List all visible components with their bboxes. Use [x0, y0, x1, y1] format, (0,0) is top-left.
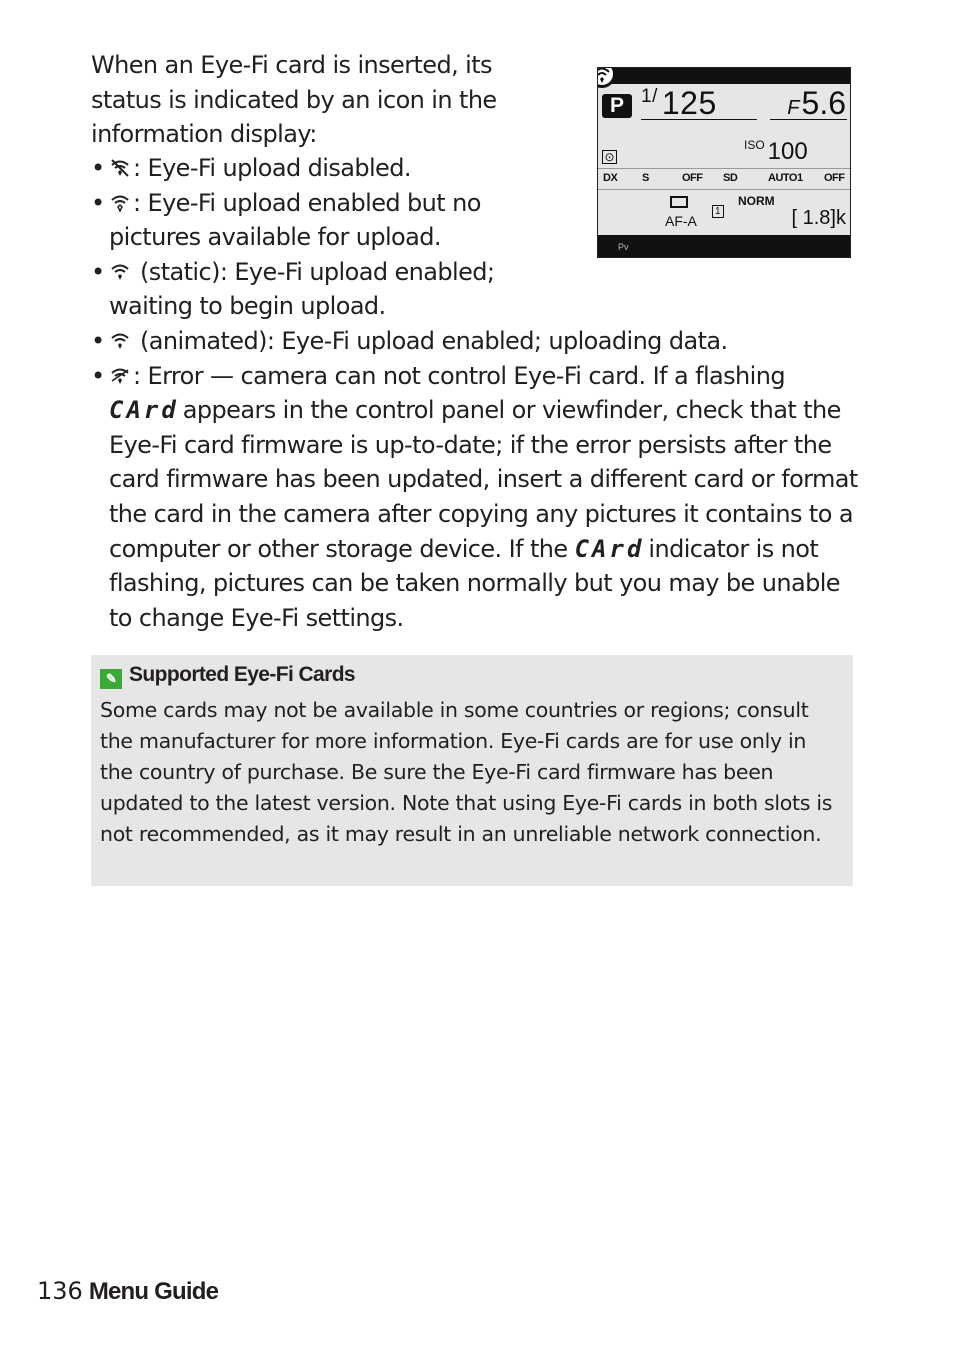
image-area-label: DX	[603, 172, 618, 184]
list-item: • (animated): Eye-Fi upload enabled; uploading data.	[91, 324, 861, 359]
card-indicator: CArd	[574, 534, 645, 563]
wifi-static-icon	[109, 262, 131, 282]
aperture-underline	[770, 119, 847, 120]
white-balance-label: AUTO1	[768, 172, 803, 184]
release-mode-label: S	[642, 172, 649, 184]
status-icon-list	[91, 151, 861, 635]
note-box	[91, 655, 853, 886]
af-mode: AF-A	[665, 213, 697, 229]
card-slot-icon: 1	[712, 205, 724, 218]
image-quality: NORM	[738, 194, 775, 208]
wifi-animated-icon	[109, 331, 131, 351]
wifi-icon	[597, 67, 613, 85]
pencil-icon: ✎	[100, 669, 122, 689]
list-item: • : Eye-Fi upload disabled.	[91, 151, 529, 186]
exposure-mode: P	[602, 94, 632, 118]
picture-control-label: SD	[723, 172, 738, 184]
hdr-label: OFF	[824, 172, 845, 184]
note-title: ✎ Supported Eye-Fi Cards	[100, 661, 843, 695]
list-item: • : Error — camera can not control Eye-Fi card. If a flashing CArd appears in the control panel or viewfinder, check that the Eye-Fi card firmware is up-to-date; if the error persists after the card firmware has been updated, insert a different card or format the card in the camera after copying any pictures it contains to a computer or other storage device. If the CArd indicator is not flashing, pictures can be taken normally but you may be unable to change Eye-Fi settings.	[91, 359, 861, 636]
shutter-underline	[641, 119, 757, 120]
shutter-speed: $^{1/}$ 125	[641, 85, 717, 121]
wifi-no-pictures-icon	[109, 193, 131, 213]
iso-sensitivity: $^{ISO}$ 100	[744, 138, 808, 165]
aperture: F5.6	[787, 85, 846, 121]
list-item: • : Eye-Fi upload enabled but no pictures available for upload.	[91, 186, 529, 255]
intro-paragraph: When an Eye-Fi card is inserted, its status is indicated by an icon in the information display:	[91, 51, 497, 149]
eye-fi-icon-callout	[597, 67, 616, 88]
note-body: Some cards may not be available in some countries or regions; consult the manufacturer for more information. Eye-Fi cards are for use only in the country of purchase. Be sure the Eye-Fi card firmware has been updated to the latest version. Note that using Eye-Fi cards in both slots is not recommended, as it may result in an unreliable network connection.	[100, 698, 833, 846]
metering-icon: ⊙	[602, 150, 617, 164]
adl-label: OFF	[682, 172, 703, 184]
display-top-bar	[598, 68, 850, 84]
list-item: • (static): Eye-Fi upload enabled; waiting to begin upload.	[91, 255, 529, 324]
preview-label: Pv	[618, 242, 629, 252]
page-footer	[37, 1277, 218, 1306]
exposures-remaining: [ 1.8]k	[791, 207, 846, 229]
section-title: Menu Guide	[88, 1278, 219, 1305]
card-indicator: CArd	[109, 396, 179, 425]
page-number: 136	[37, 1277, 83, 1305]
wifi-error-icon	[109, 366, 131, 386]
wifi-disabled-icon	[109, 158, 131, 178]
